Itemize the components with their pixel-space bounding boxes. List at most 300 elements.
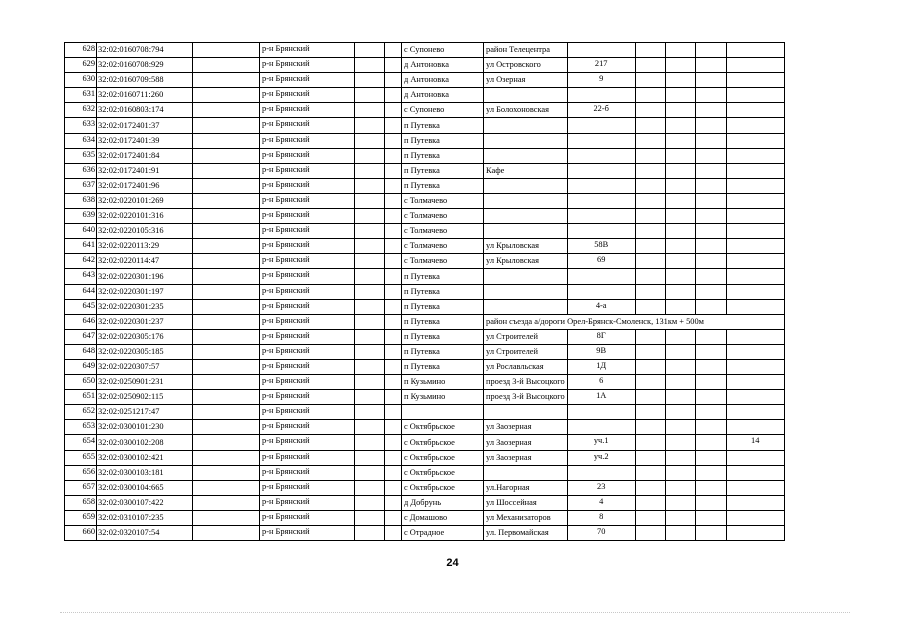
settlement-cell: с Октябрьское (402, 465, 484, 480)
settlement-cell: д Добрунь (402, 495, 484, 510)
empty-cell (355, 58, 385, 73)
extra-value-cell (726, 73, 784, 88)
empty-cell (665, 405, 695, 420)
empty-cell (695, 178, 726, 193)
street-cell: ул. Первомайская (484, 526, 568, 541)
house-number-cell: 217 (567, 58, 635, 73)
settlement-cell: с Октябрьское (402, 435, 484, 450)
table-row (65, 133, 785, 148)
extra-value-cell: 14 (726, 435, 784, 450)
table-row (65, 344, 785, 359)
street-cell: район Телецентра (484, 43, 568, 58)
empty-cell (193, 510, 260, 525)
empty-cell (695, 239, 726, 254)
street-cell: район съезда а/дороги Орел-Брянск-Смоленск, 131км + 500м (484, 314, 785, 329)
street-cell (484, 88, 568, 103)
extra-value-cell (726, 178, 784, 193)
cadastral-number-cell: 32:02:0320107:54 (97, 526, 193, 541)
district-cell: р-н Брянский (260, 390, 355, 405)
extra-value-cell (726, 148, 784, 163)
district-cell: р-н Брянский (260, 133, 355, 148)
empty-cell (385, 299, 402, 314)
row-number-cell: 643 (65, 269, 97, 284)
empty-cell (665, 103, 695, 118)
empty-cell (355, 314, 385, 329)
cadastral-number-cell: 32:02:0300101:230 (97, 420, 193, 435)
empty-cell (695, 495, 726, 510)
settlement-cell: п Путевка (402, 118, 484, 133)
settlement-cell: д Антоновка (402, 73, 484, 88)
empty-cell (665, 73, 695, 88)
empty-cell (193, 465, 260, 480)
settlement-cell: с Толмачево (402, 239, 484, 254)
cadastral-number-cell: 32:02:0172401:96 (97, 178, 193, 193)
empty-cell (355, 269, 385, 284)
house-number-cell: 70 (567, 526, 635, 541)
house-number-cell (567, 284, 635, 299)
settlement-cell: п Путевка (402, 314, 484, 329)
street-cell: ул Шоссейная (484, 495, 568, 510)
empty-cell (635, 329, 665, 344)
street-cell: Кафе (484, 163, 568, 178)
empty-cell (665, 58, 695, 73)
empty-cell (385, 480, 402, 495)
table-row (65, 314, 785, 329)
empty-cell (193, 88, 260, 103)
district-cell: р-н Брянский (260, 148, 355, 163)
table-row (65, 284, 785, 299)
empty-cell (193, 224, 260, 239)
empty-cell (635, 163, 665, 178)
house-number-cell (567, 269, 635, 284)
settlement-cell: п Путевка (402, 178, 484, 193)
extra-value-cell (726, 269, 784, 284)
empty-cell (193, 284, 260, 299)
cadastral-number-cell: 32:02:0160709:588 (97, 73, 193, 88)
empty-cell (635, 118, 665, 133)
district-cell: р-н Брянский (260, 269, 355, 284)
empty-cell (695, 405, 726, 420)
empty-cell (635, 73, 665, 88)
settlement-cell: с Толмачево (402, 193, 484, 208)
empty-cell (193, 103, 260, 118)
district-cell: р-н Брянский (260, 314, 355, 329)
empty-cell (193, 178, 260, 193)
empty-cell (385, 465, 402, 480)
settlement-cell: с Октябрьское (402, 480, 484, 495)
empty-cell (665, 480, 695, 495)
empty-cell (385, 178, 402, 193)
empty-cell (635, 405, 665, 420)
empty-cell (695, 163, 726, 178)
empty-cell (355, 133, 385, 148)
table-row (65, 58, 785, 73)
empty-cell (695, 299, 726, 314)
empty-cell (355, 420, 385, 435)
extra-value-cell (726, 133, 784, 148)
extra-value-cell (726, 480, 784, 495)
row-number-cell: 657 (65, 480, 97, 495)
empty-cell (385, 224, 402, 239)
empty-cell (385, 163, 402, 178)
row-number-cell: 653 (65, 420, 97, 435)
empty-cell (385, 526, 402, 541)
table-row (65, 73, 785, 88)
cadastral-number-cell: 32:02:0300102:421 (97, 450, 193, 465)
house-number-cell: 22-б (567, 103, 635, 118)
settlement-cell: п Путевка (402, 344, 484, 359)
table-row (65, 224, 785, 239)
street-cell: ул Болохоновская (484, 103, 568, 118)
empty-cell (385, 314, 402, 329)
house-number-cell (567, 88, 635, 103)
settlement-cell: п Путевка (402, 133, 484, 148)
table-row (65, 193, 785, 208)
street-cell: ул Строителей (484, 344, 568, 359)
extra-value-cell (726, 103, 784, 118)
district-cell: р-н Брянский (260, 284, 355, 299)
table-row (65, 465, 785, 480)
settlement-cell: с Толмачево (402, 209, 484, 224)
district-cell: р-н Брянский (260, 526, 355, 541)
empty-cell (385, 435, 402, 450)
cadastral-number-cell: 32:02:0172401:37 (97, 118, 193, 133)
street-cell (484, 148, 568, 163)
empty-cell (355, 495, 385, 510)
district-cell: р-н Брянский (260, 344, 355, 359)
table-row (65, 495, 785, 510)
empty-cell (355, 510, 385, 525)
empty-cell (665, 269, 695, 284)
district-cell: р-н Брянский (260, 118, 355, 133)
empty-cell (695, 58, 726, 73)
empty-cell (635, 359, 665, 374)
district-cell: р-н Брянский (260, 239, 355, 254)
row-number-cell: 640 (65, 224, 97, 239)
table-row (65, 510, 785, 525)
empty-cell (193, 420, 260, 435)
empty-cell (635, 133, 665, 148)
extra-value-cell (726, 193, 784, 208)
empty-cell (193, 58, 260, 73)
empty-cell (665, 193, 695, 208)
house-number-cell: 23 (567, 480, 635, 495)
empty-cell (665, 344, 695, 359)
row-number-cell: 631 (65, 88, 97, 103)
empty-cell (355, 73, 385, 88)
empty-cell (635, 299, 665, 314)
extra-value-cell (726, 299, 784, 314)
settlement-cell: п Путевка (402, 163, 484, 178)
empty-cell (355, 43, 385, 58)
empty-cell (355, 178, 385, 193)
row-number-cell: 636 (65, 163, 97, 178)
register-table (64, 42, 785, 541)
empty-cell (635, 178, 665, 193)
house-number-cell (567, 163, 635, 178)
empty-cell (635, 510, 665, 525)
table-row (65, 480, 785, 495)
row-number-cell: 648 (65, 344, 97, 359)
house-number-cell: уч.2 (567, 450, 635, 465)
empty-cell (355, 88, 385, 103)
cadastral-number-cell: 32:02:0220114:47 (97, 254, 193, 269)
empty-cell (695, 526, 726, 541)
street-cell (484, 118, 568, 133)
scan-noise-line (60, 612, 850, 615)
extra-value-cell (726, 465, 784, 480)
cadastral-number-cell: 32:02:0160708:794 (97, 43, 193, 58)
empty-cell (695, 224, 726, 239)
empty-cell (695, 435, 726, 450)
cadastral-number-cell: 32:02:0172401:39 (97, 133, 193, 148)
empty-cell (385, 73, 402, 88)
empty-cell (193, 450, 260, 465)
district-cell: р-н Брянский (260, 465, 355, 480)
empty-cell (665, 209, 695, 224)
empty-cell (665, 420, 695, 435)
cadastral-number-cell: 32:02:0220301:196 (97, 269, 193, 284)
empty-cell (355, 450, 385, 465)
empty-cell (695, 269, 726, 284)
empty-cell (355, 359, 385, 374)
house-number-cell (567, 133, 635, 148)
cadastral-number-cell: 32:02:0300102:208 (97, 435, 193, 450)
settlement-cell: с Толмачево (402, 254, 484, 269)
cadastral-number-cell: 32:02:0220301:197 (97, 284, 193, 299)
empty-cell (355, 254, 385, 269)
empty-cell (385, 254, 402, 269)
empty-cell (695, 103, 726, 118)
empty-cell (355, 435, 385, 450)
empty-cell (193, 269, 260, 284)
page-number: 24 (446, 557, 459, 569)
extra-value-cell (726, 88, 784, 103)
empty-cell (385, 405, 402, 420)
row-number-cell: 649 (65, 359, 97, 374)
empty-cell (193, 495, 260, 510)
extra-value-cell (726, 43, 784, 58)
row-number-cell: 629 (65, 58, 97, 73)
table-row (65, 329, 785, 344)
empty-cell (635, 465, 665, 480)
street-cell: ул Островского (484, 58, 568, 73)
settlement-cell: с Октябрьское (402, 450, 484, 465)
empty-cell (695, 480, 726, 495)
row-number-cell: 641 (65, 239, 97, 254)
empty-cell (193, 209, 260, 224)
empty-cell (695, 420, 726, 435)
empty-cell (193, 329, 260, 344)
cadastral-number-cell: 32:02:0220307:57 (97, 359, 193, 374)
table-row (65, 209, 785, 224)
empty-cell (665, 299, 695, 314)
street-cell: ул.Нагорная (484, 480, 568, 495)
empty-cell (635, 420, 665, 435)
empty-cell (193, 163, 260, 178)
house-number-cell: 4 (567, 495, 635, 510)
house-number-cell: 8Г (567, 329, 635, 344)
empty-cell (385, 88, 402, 103)
district-cell: р-н Брянский (260, 254, 355, 269)
row-number-cell: 637 (65, 178, 97, 193)
empty-cell (193, 405, 260, 420)
settlement-cell: с Домашово (402, 510, 484, 525)
district-cell: р-н Брянский (260, 375, 355, 390)
empty-cell (193, 359, 260, 374)
extra-value-cell (726, 405, 784, 420)
table-row (65, 435, 785, 450)
cadastral-number-cell: 32:02:0160803:174 (97, 103, 193, 118)
empty-cell (695, 118, 726, 133)
district-cell: р-н Брянский (260, 88, 355, 103)
district-cell: р-н Брянский (260, 43, 355, 58)
district-cell: р-н Брянский (260, 405, 355, 420)
empty-cell (385, 390, 402, 405)
street-cell: ул Заозерная (484, 435, 568, 450)
extra-value-cell (726, 239, 784, 254)
settlement-cell: п Кузьмино (402, 390, 484, 405)
empty-cell (635, 435, 665, 450)
row-number-cell: 639 (65, 209, 97, 224)
district-cell: р-н Брянский (260, 163, 355, 178)
empty-cell (695, 359, 726, 374)
empty-cell (635, 224, 665, 239)
empty-cell (193, 299, 260, 314)
empty-cell (355, 193, 385, 208)
empty-cell (355, 405, 385, 420)
settlement-cell: п Путевка (402, 269, 484, 284)
empty-cell (385, 58, 402, 73)
empty-cell (355, 526, 385, 541)
empty-cell (385, 239, 402, 254)
district-cell: р-н Брянский (260, 193, 355, 208)
empty-cell (635, 103, 665, 118)
empty-cell (193, 148, 260, 163)
extra-value-cell (726, 254, 784, 269)
district-cell: р-н Брянский (260, 495, 355, 510)
empty-cell (385, 510, 402, 525)
extra-value-cell (726, 209, 784, 224)
settlement-cell: п Путевка (402, 284, 484, 299)
table-row (65, 359, 785, 374)
empty-cell (665, 495, 695, 510)
empty-cell (665, 88, 695, 103)
empty-cell (695, 344, 726, 359)
cadastral-number-cell: 32:02:0220101:316 (97, 209, 193, 224)
row-number-cell: 654 (65, 435, 97, 450)
house-number-cell: 4-а (567, 299, 635, 314)
table-row (65, 148, 785, 163)
cadastral-number-cell: 32:02:0172401:84 (97, 148, 193, 163)
district-cell: р-н Брянский (260, 299, 355, 314)
empty-cell (695, 375, 726, 390)
extra-value-cell (726, 329, 784, 344)
cadastral-number-cell: 32:02:0310107:235 (97, 510, 193, 525)
cadastral-number-cell: 32:02:0160708:929 (97, 58, 193, 73)
district-cell: р-н Брянский (260, 103, 355, 118)
empty-cell (385, 495, 402, 510)
house-number-cell (567, 178, 635, 193)
empty-cell (385, 284, 402, 299)
table-row (65, 405, 785, 420)
street-cell (484, 224, 568, 239)
empty-cell (385, 329, 402, 344)
street-cell (484, 133, 568, 148)
empty-cell (355, 344, 385, 359)
cadastral-number-cell: 32:02:0300103:181 (97, 465, 193, 480)
extra-value-cell (726, 390, 784, 405)
street-cell: ул Озерная (484, 73, 568, 88)
empty-cell (355, 103, 385, 118)
empty-cell (385, 269, 402, 284)
empty-cell (665, 254, 695, 269)
settlement-cell: с Октябрьское (402, 420, 484, 435)
extra-value-cell (726, 510, 784, 525)
district-cell: р-н Брянский (260, 510, 355, 525)
empty-cell (355, 224, 385, 239)
street-cell: ул Заозерная (484, 420, 568, 435)
cadastral-number-cell: 32:02:0220305:176 (97, 329, 193, 344)
table-row (65, 254, 785, 269)
cadastral-number-cell: 32:02:0220113:29 (97, 239, 193, 254)
cadastral-number-cell: 32:02:0220301:237 (97, 314, 193, 329)
street-cell: ул Крыловская (484, 254, 568, 269)
table-row (65, 375, 785, 390)
empty-cell (635, 480, 665, 495)
settlement-cell: с Супонево (402, 43, 484, 58)
empty-cell (193, 193, 260, 208)
cadastral-number-cell: 32:02:0160711:260 (97, 88, 193, 103)
empty-cell (635, 148, 665, 163)
empty-cell (665, 359, 695, 374)
empty-cell (665, 329, 695, 344)
table-row (65, 103, 785, 118)
empty-cell (665, 375, 695, 390)
empty-cell (385, 375, 402, 390)
empty-cell (635, 344, 665, 359)
empty-cell (193, 390, 260, 405)
empty-cell (695, 43, 726, 58)
empty-cell (695, 465, 726, 480)
empty-cell (665, 284, 695, 299)
district-cell: р-н Брянский (260, 420, 355, 435)
district-cell: р-н Брянский (260, 73, 355, 88)
table-row (65, 239, 785, 254)
district-cell: р-н Брянский (260, 224, 355, 239)
street-cell: проезд 3-й Высоцкого (484, 375, 568, 390)
cadastral-number-cell: 32:02:0220105:316 (97, 224, 193, 239)
empty-cell (665, 43, 695, 58)
extra-value-cell (726, 284, 784, 299)
district-cell: р-н Брянский (260, 209, 355, 224)
empty-cell (665, 510, 695, 525)
cadastral-number-cell: 32:02:0220305:185 (97, 344, 193, 359)
house-number-cell (567, 209, 635, 224)
table-row (65, 178, 785, 193)
empty-cell (193, 239, 260, 254)
cadastral-number-cell: 32:02:0300107:422 (97, 495, 193, 510)
empty-cell (665, 118, 695, 133)
house-number-cell (567, 193, 635, 208)
extra-value-cell (726, 359, 784, 374)
district-cell: р-н Брянский (260, 359, 355, 374)
row-number-cell: 634 (65, 133, 97, 148)
row-number-cell: 650 (65, 375, 97, 390)
table-row (65, 43, 785, 58)
row-number-cell: 644 (65, 284, 97, 299)
empty-cell (635, 209, 665, 224)
